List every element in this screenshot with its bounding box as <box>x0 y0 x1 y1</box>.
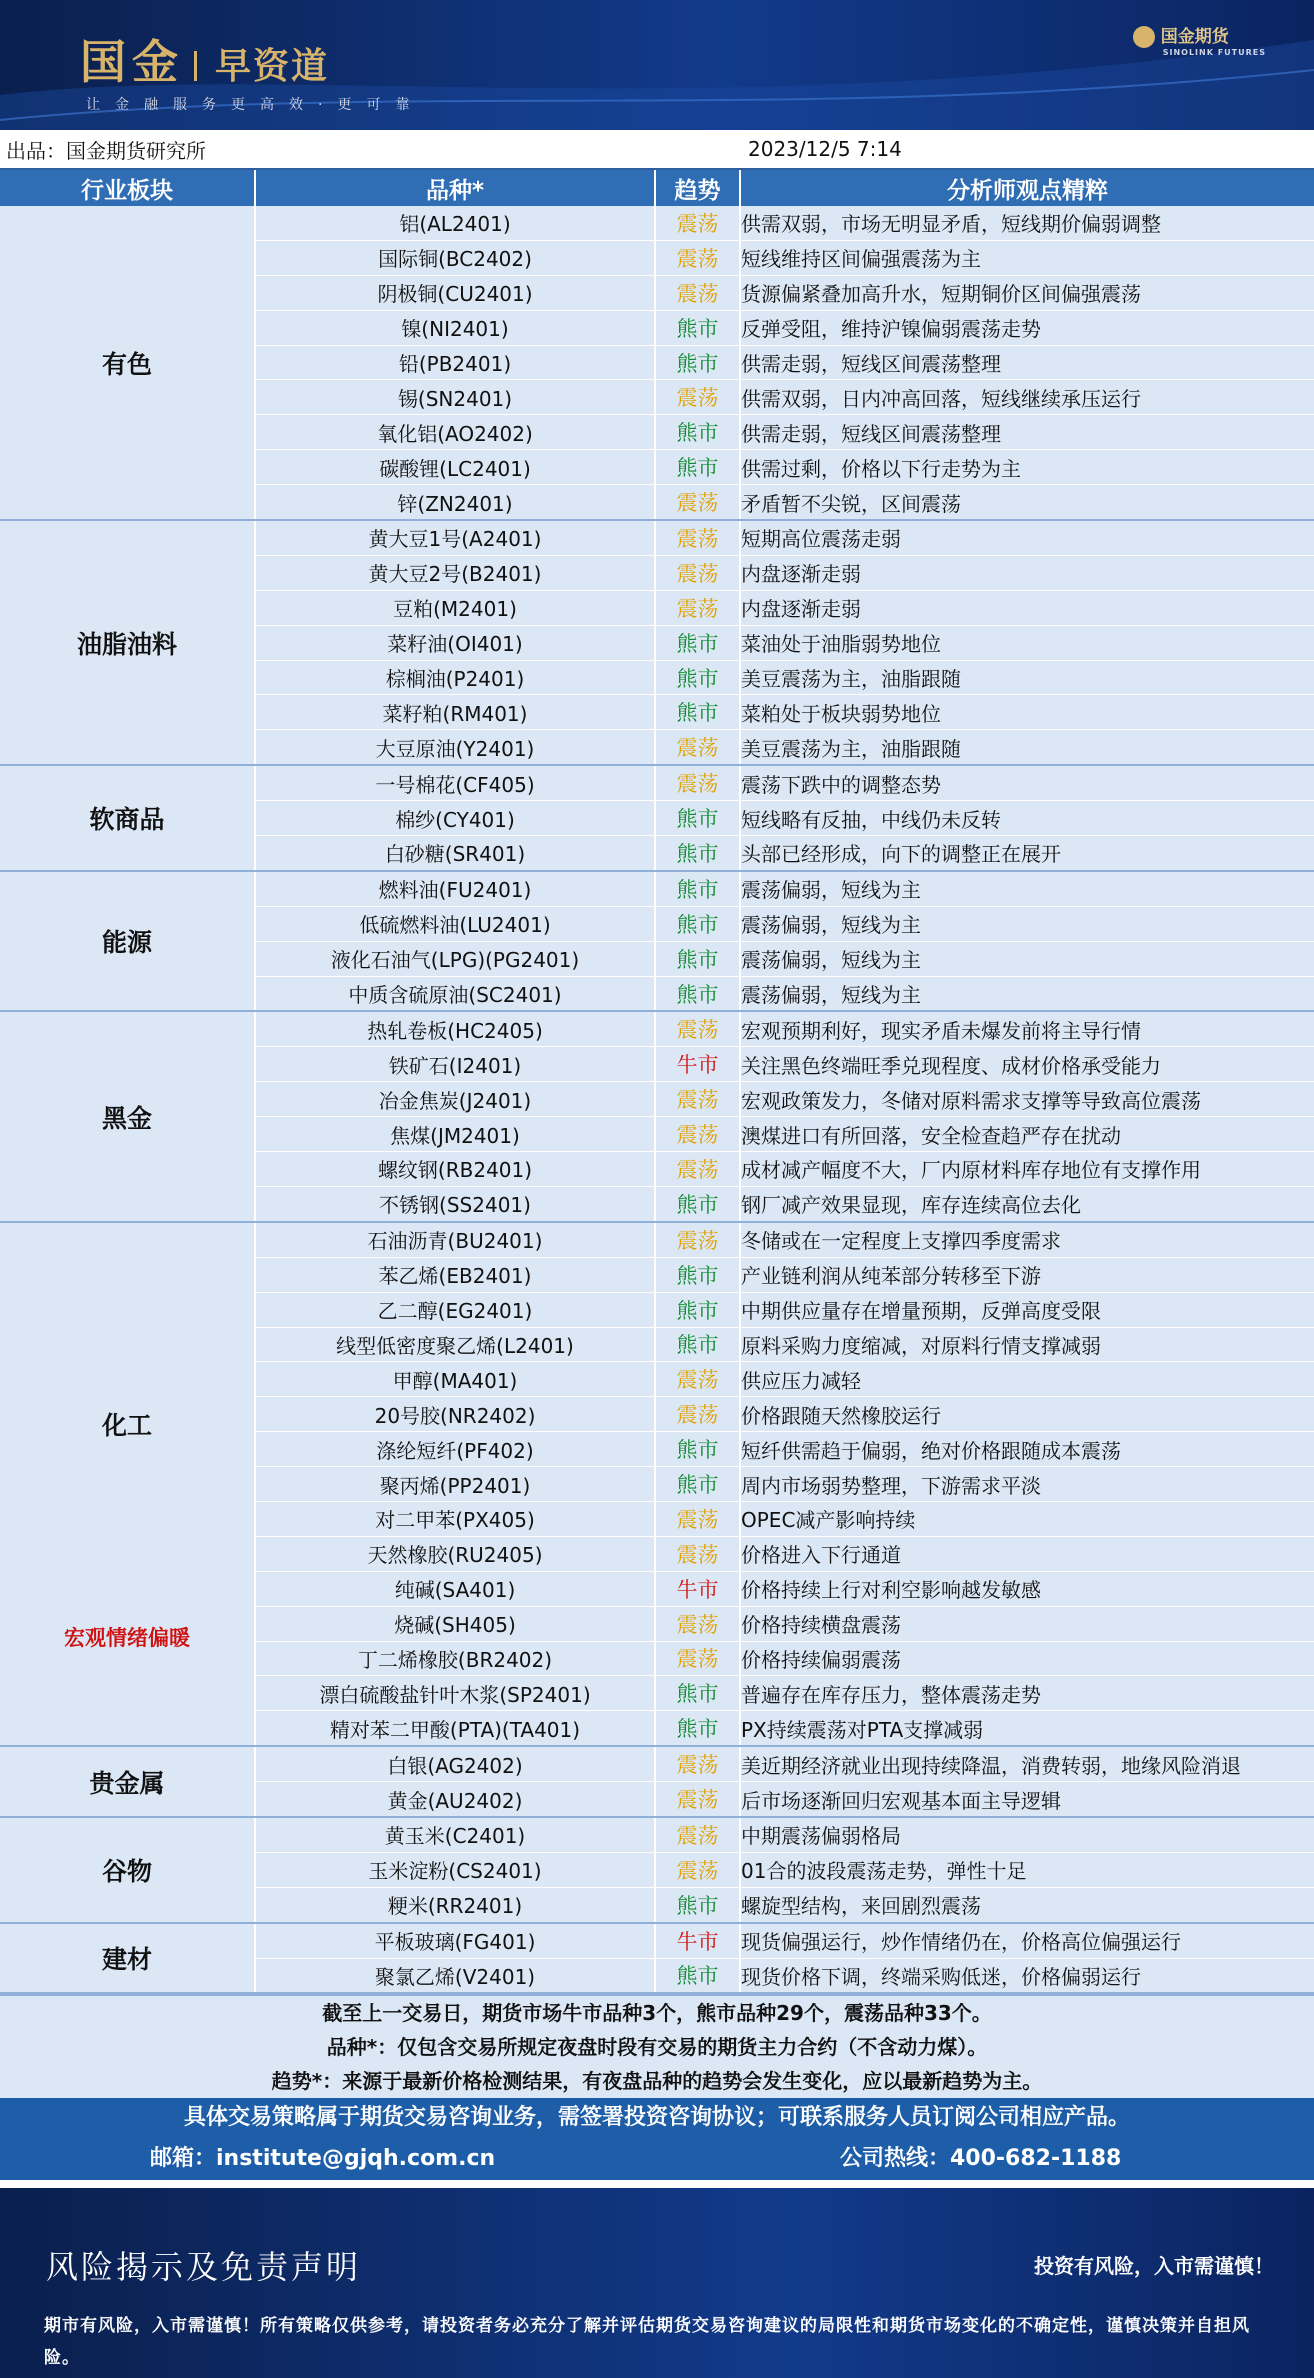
item-cell: 精对苯二甲酸(PTA)(TA401) <box>255 1711 655 1746</box>
trend-badge: 震荡 <box>655 380 740 415</box>
info-row <box>0 130 1314 170</box>
trend-badge: 熊市 <box>655 1676 740 1711</box>
email-contact[interactable]: 邮箱：institute@gjqh.com.cn <box>150 2146 496 2172</box>
view-cell: 产业链利润从纯苯部分转移至下游 <box>740 1257 1314 1292</box>
trend-badge: 牛市 <box>655 1571 740 1606</box>
trend-badge: 震荡 <box>655 1397 740 1432</box>
sector-label: 黑金 <box>101 1103 152 1133</box>
trend-badge: 熊市 <box>655 695 740 730</box>
table-row <box>0 1011 1314 1046</box>
item-cell: 大豆原油(Y2401) <box>255 730 655 765</box>
sector-cell <box>0 1923 255 1994</box>
market-summary: 截至上一交易日，期货市场牛市品种3个，熊市品种29个，震荡品种33个。 <box>322 2001 992 2026</box>
trend-badge: 熊市 <box>655 1432 740 1467</box>
disclaimer-title: 风险揭示及免责声明 <box>46 2248 362 2287</box>
item-cell: 铅(PB2401) <box>255 345 655 380</box>
trend-badge: 熊市 <box>655 1257 740 1292</box>
item-cell: 不锈钢(SS2401) <box>255 1186 655 1221</box>
sector-cell <box>0 765 255 871</box>
trend-badge: 震荡 <box>655 1117 740 1152</box>
item-cell: 热轧卷板(HC2405) <box>255 1011 655 1046</box>
col-trend-header: 趋势 <box>655 170 740 206</box>
view-cell: 宏观政策发力，冬储对原料需求支撑等导致高位震荡 <box>740 1082 1314 1117</box>
item-cell: 石油沥青(BU2401) <box>255 1222 655 1257</box>
view-cell: 震荡偏弱，短线为主 <box>740 871 1314 906</box>
item-cell: 国际铜(BC2402) <box>255 240 655 275</box>
trend-badge: 牛市 <box>655 1923 740 1958</box>
disclaimer-footer <box>0 2188 1314 2378</box>
trend-badge: 震荡 <box>655 1852 740 1887</box>
sector-cell <box>0 1011 255 1221</box>
view-cell: 货源偏紧叠加高升水，短期铜价区间偏强震荡 <box>740 275 1314 310</box>
notes-section <box>0 1994 1314 2098</box>
trend-badge: 震荡 <box>655 1222 740 1257</box>
sector-cell <box>0 520 255 765</box>
view-cell: 周内市场弱势整理，下游需求平淡 <box>740 1467 1314 1502</box>
sector-cell <box>0 1746 255 1817</box>
table-header-row <box>0 170 1314 206</box>
item-cell: 平板玻璃(FG401) <box>255 1923 655 1958</box>
item-cell: 豆粕(M2401) <box>255 590 655 625</box>
trend-badge: 震荡 <box>655 1011 740 1046</box>
view-cell: 价格跟随天然橡胶运行 <box>740 1397 1314 1432</box>
item-cell: 菜籽油(OI401) <box>255 625 655 660</box>
brand-mark: 国金期货 SINOLINK FUTURES <box>1133 22 1266 57</box>
view-cell: 普遍存在库存压力，整体震荡走势 <box>740 1676 1314 1711</box>
item-cell: 涤纶短纤(PF402) <box>255 1432 655 1467</box>
view-cell: 短线维持区间偏强震荡为主 <box>740 240 1314 275</box>
item-cell: 低硫燃料油(LU2401) <box>255 906 655 941</box>
trend-badge: 熊市 <box>655 1327 740 1362</box>
item-cell: 棕榈油(P2401) <box>255 660 655 695</box>
view-cell: 供需双弱，市场无明显矛盾，短线期价偏弱调整 <box>740 206 1314 240</box>
view-cell: 价格持续偏弱震荡 <box>740 1641 1314 1676</box>
sector-label: 建材 <box>101 1945 152 1975</box>
trend-badge: 熊市 <box>655 1958 740 1993</box>
sector-cell <box>0 871 255 1012</box>
item-cell: 黄大豆1号(A2401) <box>255 520 655 555</box>
sector-label: 软商品 <box>89 805 165 835</box>
item-cell: 黄金(AU2402) <box>255 1782 655 1817</box>
view-cell: 震荡偏弱，短线为主 <box>740 976 1314 1011</box>
item-cell: 聚丙烯(PP2401) <box>255 1467 655 1502</box>
view-cell: 中期震荡偏弱格局 <box>740 1817 1314 1852</box>
view-cell: 宏观预期利好，现实矛盾未爆发前将主导行情 <box>740 1011 1314 1046</box>
item-cell: 锌(ZN2401) <box>255 485 655 520</box>
view-cell: 菜油处于油脂弱势地位 <box>740 625 1314 660</box>
view-cell: 震荡偏弱，短线为主 <box>740 906 1314 941</box>
trend-badge: 震荡 <box>655 1817 740 1852</box>
item-footnote: 品种*：仅包含交易所规定夜盘时段有交易的期货主力合约（不含动力煤）。 <box>326 2035 988 2060</box>
item-cell: 纯碱(SA401) <box>255 1571 655 1606</box>
view-cell: 冬储或在一定程度上支撑四季度需求 <box>740 1222 1314 1257</box>
trend-badge: 震荡 <box>655 1536 740 1571</box>
table-row <box>0 871 1314 906</box>
view-cell: 震荡偏弱，短线为主 <box>740 941 1314 976</box>
trend-badge: 震荡 <box>655 1501 740 1536</box>
trend-badge: 震荡 <box>655 485 740 520</box>
view-cell: 现货偏强运行，炒作情绪仍在，价格高位偏强运行 <box>740 1923 1314 1958</box>
contact-band <box>0 2098 1314 2180</box>
item-cell: 冶金焦炭(J2401) <box>255 1082 655 1117</box>
view-cell: 供需双弱，日内冲高回落，短线继续承压运行 <box>740 380 1314 415</box>
view-cell: 原料采购力度缩减，对原料行情支撑减弱 <box>740 1327 1314 1362</box>
trend-badge: 熊市 <box>655 345 740 380</box>
trend-badge: 熊市 <box>655 1711 740 1746</box>
trend-badge: 震荡 <box>655 1362 740 1397</box>
subscription-note: 具体交易策略属于期货交易咨询业务，需签署投资咨询协议；可联系服务人员订阅公司相应产品。 <box>183 2105 1130 2131</box>
trend-badge: 熊市 <box>655 871 740 906</box>
trend-badge: 熊市 <box>655 941 740 976</box>
item-cell: 粳米(RR2401) <box>255 1887 655 1922</box>
view-cell: 内盘逐渐走弱 <box>740 555 1314 590</box>
view-cell: 螺旋型结构，来回剧烈震荡 <box>740 1887 1314 1922</box>
view-cell: 美豆震荡为主，油脂跟随 <box>740 660 1314 695</box>
view-cell: 供需走弱，短线区间震荡整理 <box>740 415 1314 450</box>
trend-badge: 熊市 <box>655 1887 740 1922</box>
strategy-table <box>0 170 1314 1994</box>
item-cell: 液化石油气(LPG)(PG2401) <box>255 941 655 976</box>
item-cell: 一号棉花(CF405) <box>255 765 655 800</box>
trend-footnote: 趋势*：来源于最新价格检测结果，有夜盘品种的趋势会发生变化，应以最新趋势为主。 <box>271 2069 1043 2094</box>
item-cell: 天然橡胶(RU2405) <box>255 1536 655 1571</box>
item-cell: 碳酸锂(LC2401) <box>255 450 655 485</box>
item-cell: 镍(NI2401) <box>255 310 655 345</box>
item-cell: 锡(SN2401) <box>255 380 655 415</box>
item-cell: 线型低密度聚乙烯(L2401) <box>255 1327 655 1362</box>
item-cell: 对二甲苯(PX405) <box>255 1501 655 1536</box>
view-cell: 钢厂减产效果显现，库存连续高位去化 <box>740 1186 1314 1221</box>
item-cell: 甲醇(MA401) <box>255 1362 655 1397</box>
item-cell: 阴极铜(CU2401) <box>255 275 655 310</box>
trend-badge: 震荡 <box>655 555 740 590</box>
app-logo: 国金 早资道 <box>80 35 330 89</box>
trend-badge: 熊市 <box>655 976 740 1011</box>
report-date: 2023/12/5 7:14 <box>748 137 902 161</box>
view-cell: PX持续震荡对PTA支撑减弱 <box>740 1711 1314 1746</box>
item-cell: 铝(AL2401) <box>255 206 655 240</box>
item-cell: 漂白硫酸盐针叶木浆(SP2401) <box>255 1676 655 1711</box>
trend-badge: 震荡 <box>655 520 740 555</box>
item-cell: 焦煤(JM2401) <box>255 1117 655 1152</box>
trend-badge: 震荡 <box>655 1746 740 1781</box>
view-cell: 01合的波段震荡走势，弹性十足 <box>740 1852 1314 1887</box>
table-row <box>0 1222 1314 1257</box>
view-cell: 反弹受阻，维持沪镍偏弱震荡走势 <box>740 310 1314 345</box>
view-cell: 现货价格下调，终端采购低迷，价格偏弱运行 <box>740 1958 1314 1993</box>
sector-label: 油脂油料 <box>76 629 177 659</box>
trend-badge: 震荡 <box>655 730 740 765</box>
trend-badge: 熊市 <box>655 1292 740 1327</box>
sector-label: 能源 <box>101 928 152 958</box>
item-cell: 黄大豆2号(B2401) <box>255 555 655 590</box>
view-cell: 价格进入下行通道 <box>740 1536 1314 1571</box>
macro-sentiment-label: 宏观情绪偏暖 <box>64 1626 190 1650</box>
view-cell: 头部已经形成，向下的调整正在展开 <box>740 836 1314 871</box>
view-cell: 价格持续上行对利空影响越发敏感 <box>740 1571 1314 1606</box>
view-cell: 矛盾暂不尖锐，区间震荡 <box>740 485 1314 520</box>
view-cell: OPEC减产影响持续 <box>740 1501 1314 1536</box>
trend-badge: 熊市 <box>655 1186 740 1221</box>
item-cell: 丁二烯橡胶(BR2402) <box>255 1641 655 1676</box>
hotline-contact[interactable]: 公司热线：400-682-1188 <box>840 2146 1122 2172</box>
table-row <box>0 765 1314 800</box>
col-item-header: 品种* <box>255 170 655 206</box>
sector-label: 有色 <box>101 349 152 379</box>
item-cell: 白银(AG2402) <box>255 1746 655 1781</box>
slogan: 让金融服务更高效·更可靠 <box>86 97 425 113</box>
view-cell: 内盘逐渐走弱 <box>740 590 1314 625</box>
trend-badge: 震荡 <box>655 1082 740 1117</box>
trend-badge: 熊市 <box>655 450 740 485</box>
trend-badge: 震荡 <box>655 275 740 310</box>
item-cell: 中质含硫原油(SC2401) <box>255 976 655 1011</box>
item-cell: 棉纱(CY401) <box>255 801 655 836</box>
table-body <box>0 206 1314 1993</box>
sector-label: 谷物 <box>101 1856 152 1886</box>
table-row <box>0 1746 1314 1781</box>
sector-label: 化工 <box>101 1411 152 1440</box>
view-cell: 中期供应量存在增量预期，反弹高度受限 <box>740 1292 1314 1327</box>
view-cell: 美近期经济就业出现持续降温，消费转弱，地缘风险消退 <box>740 1746 1314 1781</box>
trend-badge: 熊市 <box>655 310 740 345</box>
view-cell: 短线略有反抽，中线仍未反转 <box>740 801 1314 836</box>
disclaimer-text: 期市有风险，入市需谨慎！所有策略仅供参考，请投资者务必充分了解并评估期货交易咨询建议的局限性和期货市场变化的不确定性，谨慎决策并自担风险。 <box>44 2316 1250 2369</box>
trend-badge: 震荡 <box>655 1782 740 1817</box>
item-cell: 氧化铝(AO2402) <box>255 415 655 450</box>
trend-badge: 熊市 <box>655 1467 740 1502</box>
trend-badge: 震荡 <box>655 1606 740 1641</box>
view-cell: 震荡下跌中的调整态势 <box>740 765 1314 800</box>
sector-cell <box>0 1222 255 1746</box>
view-cell: 后市场逐渐回归宏观基本面主导逻辑 <box>740 1782 1314 1817</box>
item-cell: 白砂糖(SR401) <box>255 836 655 871</box>
trend-badge: 震荡 <box>655 765 740 800</box>
view-cell: 美豆震荡为主，油脂跟随 <box>740 730 1314 765</box>
view-cell: 澳煤进口有所回落，安全检查趋严存在扰动 <box>740 1117 1314 1152</box>
item-cell: 菜籽粕(RM401) <box>255 695 655 730</box>
item-cell: 苯乙烯(EB2401) <box>255 1257 655 1292</box>
view-cell: 价格持续横盘震荡 <box>740 1606 1314 1641</box>
item-cell: 螺纹钢(RB2401) <box>255 1152 655 1187</box>
view-cell: 供应压力减轻 <box>740 1362 1314 1397</box>
col-view-header: 分析师观点精粹 <box>740 170 1314 206</box>
item-cell: 聚氯乙烯(V2401) <box>255 1958 655 1993</box>
view-cell: 供需过剩，价格以下行走势为主 <box>740 450 1314 485</box>
source-label: 出品：国金期货研究所 <box>6 138 206 163</box>
item-cell: 玉米淀粉(CS2401) <box>255 1852 655 1887</box>
view-cell: 成材减产幅度不大，厂内原材料库存地位有支撑作用 <box>740 1152 1314 1187</box>
view-cell: 短期高位震荡走弱 <box>740 520 1314 555</box>
trend-badge: 熊市 <box>655 836 740 871</box>
trend-badge: 熊市 <box>655 625 740 660</box>
trend-badge: 震荡 <box>655 590 740 625</box>
sector-cell <box>0 1817 255 1923</box>
trend-badge: 震荡 <box>655 1641 740 1676</box>
trend-badge: 震荡 <box>655 1152 740 1187</box>
header-banner <box>0 0 1314 130</box>
trend-badge: 震荡 <box>655 206 740 240</box>
trend-badge: 熊市 <box>655 906 740 941</box>
item-cell: 20号胶(NR2402) <box>255 1397 655 1432</box>
trend-badge: 牛市 <box>655 1047 740 1082</box>
table-row <box>0 206 1314 240</box>
view-cell: 菜粕处于板块弱势地位 <box>740 695 1314 730</box>
view-cell: 短纤供需趋于偏弱，绝对价格跟随成本震荡 <box>740 1432 1314 1467</box>
sector-label: 贵金属 <box>89 1768 165 1798</box>
item-cell: 燃料油(FU2401) <box>255 871 655 906</box>
table-row <box>0 1923 1314 1958</box>
brand-coin-icon <box>1133 26 1155 48</box>
trend-badge: 熊市 <box>655 801 740 836</box>
item-cell: 乙二醇(EG2401) <box>255 1292 655 1327</box>
item-cell: 铁矿石(I2401) <box>255 1047 655 1082</box>
view-cell: 关注黑色终端旺季兑现程度、成材价格承受能力 <box>740 1047 1314 1082</box>
trend-badge: 震荡 <box>655 240 740 275</box>
table-row <box>0 1817 1314 1852</box>
trend-badge: 熊市 <box>655 415 740 450</box>
table-row <box>0 520 1314 555</box>
sector-cell <box>0 206 255 520</box>
risk-warning: 投资有风险，入市需谨慎！ <box>1034 2254 1274 2279</box>
trend-badge: 熊市 <box>655 660 740 695</box>
item-cell: 烧碱(SH405) <box>255 1606 655 1641</box>
view-cell: 供需走弱，短线区间震荡整理 <box>740 345 1314 380</box>
col-sector-header: 行业板块 <box>0 170 255 206</box>
item-cell: 黄玉米(C2401) <box>255 1817 655 1852</box>
